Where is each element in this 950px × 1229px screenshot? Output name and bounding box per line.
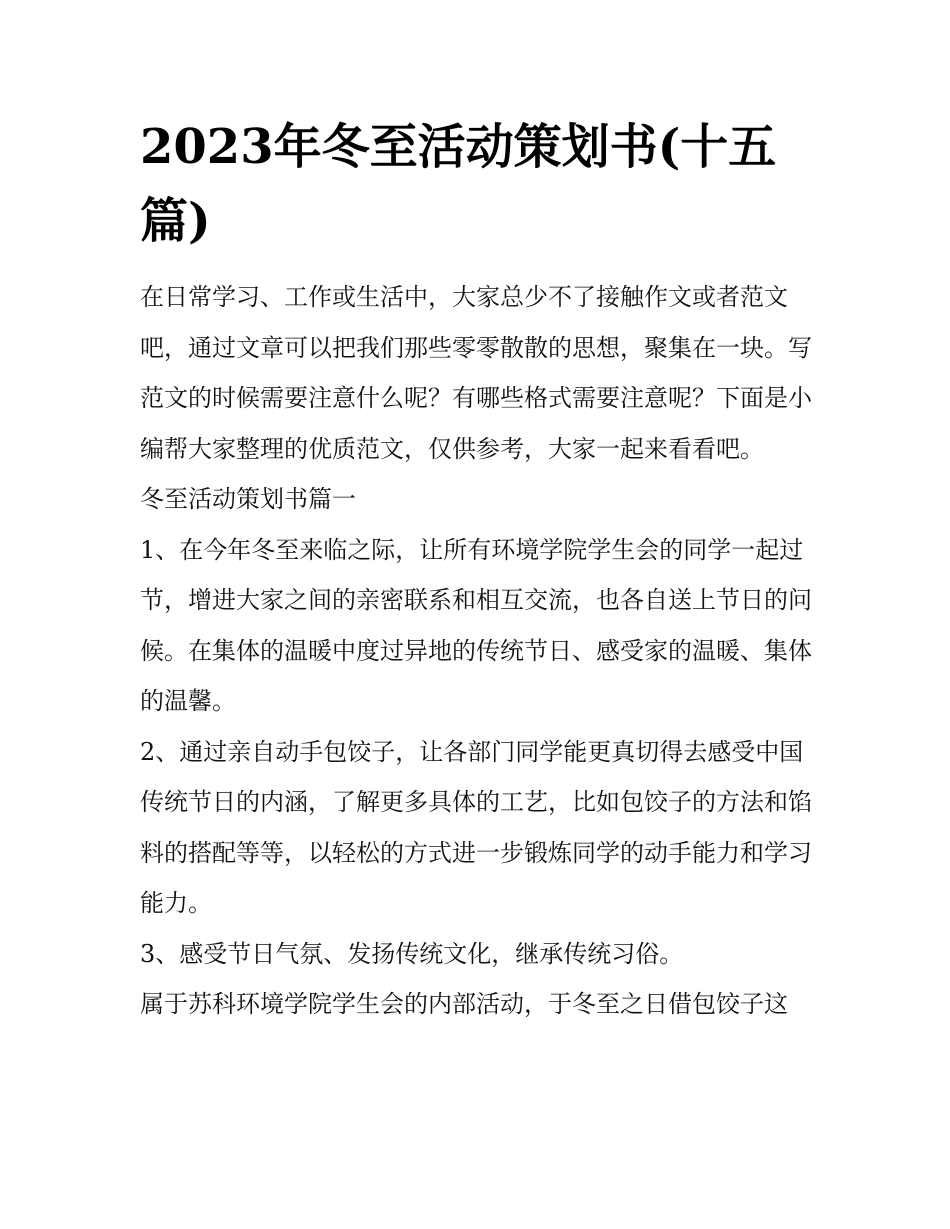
list-item: 2、通过亲自动手包饺子，让各部门同学能更真切得去感受中国传统节日的内涵，了解更多具体的工艺，比如包饺子的方法和馅料的搭配等等，以轻松的方式进一步锻炼同学的动手能力和学习能力。 bbox=[140, 737, 812, 917]
section-heading: 冬至活动策划书篇一 bbox=[140, 485, 356, 513]
list-item: 1、在今年冬至来临之际，让所有环境学院学生会的同学一起过节，增进大家之间的亲密联系和相互交流，也各自送上节日的问候。在集体的温暖中度过异地的传统节日、感受家的温暖、集体的温馨。 bbox=[140, 535, 812, 715]
list-item: 3、感受节日气氛、发扬传统文化，继承传统习俗。 bbox=[140, 939, 684, 968]
document-body bbox=[140, 272, 815, 1030]
intro-paragraph: 在日常学习、工作或生活中，大家总少不了接触作文或者范文吧，通过文章可以把我们那些零零散散的思想，聚集在一块。写范文的时候需要注意什么呢？有哪些格式需要注意呢？下面是小编帮大家整理的优质范文，仅供参考，大家一起来看看吧。 bbox=[140, 283, 812, 463]
body-paragraph: 属于苏科环境学院学生会的内部活动，于冬至之日借包饺子这 bbox=[140, 990, 788, 1018]
document-title: 2023年冬至活动策划书(十五篇) bbox=[140, 119, 777, 249]
document-page bbox=[140, 110, 815, 1030]
